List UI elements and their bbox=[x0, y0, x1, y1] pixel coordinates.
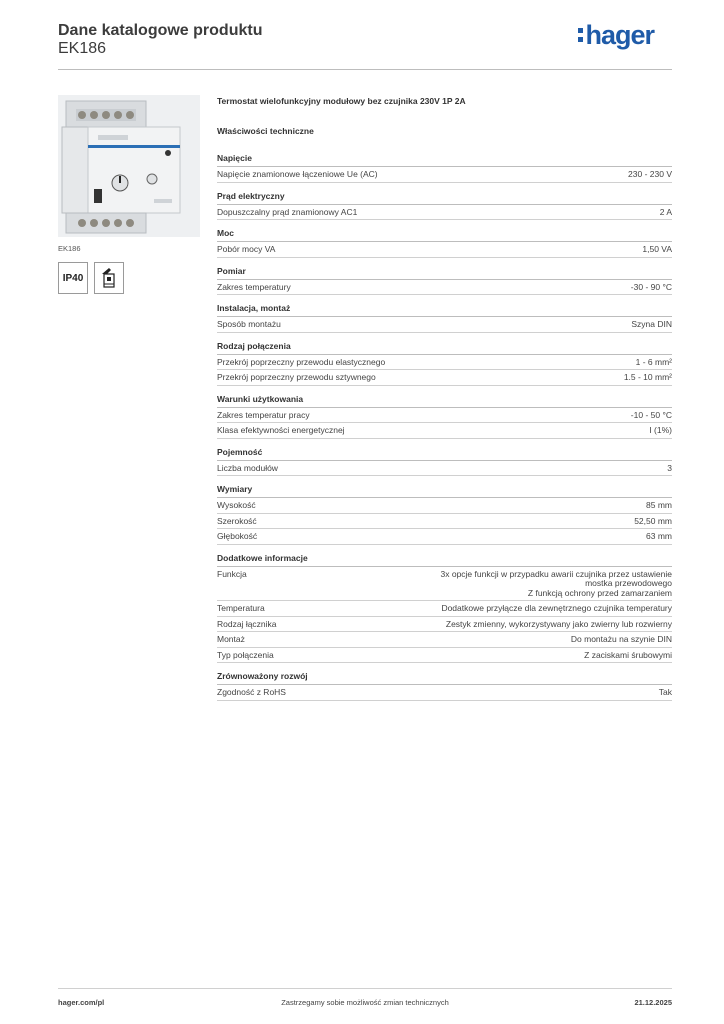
page-header bbox=[58, 19, 672, 68]
image-caption: EK186 bbox=[58, 244, 81, 253]
hager-logo bbox=[578, 19, 654, 50]
spec-group-title: Moc bbox=[217, 228, 672, 242]
spec-value-line: 3 bbox=[667, 462, 672, 473]
spec-value-line: -10 - 50 °C bbox=[630, 409, 672, 420]
page-title: Dane katalogowe produktu bbox=[58, 22, 263, 39]
spec-value-line: Do montażu na szynie DIN bbox=[570, 634, 672, 644]
spec-key: Temperatura bbox=[217, 603, 265, 613]
spec-key: Funkcja bbox=[217, 568, 247, 579]
spec-key: Napięcie znamionowe łączeniowe Ue (AC) bbox=[217, 169, 378, 179]
footer-divider bbox=[58, 988, 672, 989]
logo-text: hager bbox=[585, 19, 654, 50]
spec-key: Liczba modułów bbox=[217, 462, 278, 473]
spec-value-line: Zestyk zmienny, wykorzystywany jako zwierny lub rozwierny bbox=[445, 618, 672, 629]
spec-group bbox=[217, 303, 672, 333]
header-divider bbox=[58, 69, 672, 70]
spec-value bbox=[397, 208, 672, 218]
logo-colon-mark bbox=[578, 24, 583, 46]
spec-group-title: Zrównoważony rozwój bbox=[217, 671, 672, 685]
spec-groups bbox=[217, 153, 672, 701]
spec-row bbox=[217, 370, 672, 386]
spec-group-title: Wymiary bbox=[217, 484, 672, 498]
spec-value bbox=[397, 651, 672, 661]
footer-disclaimer: Zastrzegamy sobie możliwość zmian technicznych bbox=[281, 998, 449, 1007]
spec-key: Wysokość bbox=[217, 500, 256, 510]
spec-value-line: I (1%) bbox=[649, 425, 672, 435]
product-description: Termostat wielofunkcyjny modułowy bez czujnika 230V 1P 2A bbox=[217, 96, 466, 106]
spec-group bbox=[217, 553, 672, 664]
spec-value bbox=[397, 245, 672, 255]
spec-value bbox=[397, 501, 672, 511]
footer-website[interactable]: hager.com/pl bbox=[58, 998, 105, 1007]
spec-row bbox=[217, 317, 672, 333]
spec-value-line: 230 - 230 V bbox=[628, 169, 672, 179]
footer-date: 21.12.2025 bbox=[634, 998, 672, 1007]
spec-row bbox=[217, 408, 672, 424]
spec-group-title: Dodatkowe informacje bbox=[217, 553, 672, 567]
spec-key: Głębokość bbox=[217, 531, 258, 541]
spec-value bbox=[397, 283, 672, 293]
spec-group-title: Rodzaj połączenia bbox=[217, 341, 672, 355]
spec-group bbox=[217, 484, 672, 545]
spec-value bbox=[397, 373, 672, 383]
spec-row bbox=[217, 567, 672, 602]
spec-row bbox=[217, 498, 672, 514]
spec-value bbox=[397, 320, 672, 330]
spec-value bbox=[397, 517, 672, 527]
thermostat-module-illustration bbox=[58, 95, 200, 237]
spec-key: Przekrój poprzeczny przewodu elastycznego bbox=[217, 356, 386, 367]
spec-value bbox=[397, 604, 672, 614]
spec-value bbox=[397, 358, 672, 368]
spec-value-line: 1 - 6 mm² bbox=[635, 356, 672, 367]
spec-value-line: Z funkcją ochrony przed zamarzaniem bbox=[527, 587, 672, 598]
spec-key: Dopuszczalny prąd znamionowy AC1 bbox=[217, 206, 358, 217]
spec-key: Zakres temperatury bbox=[217, 281, 291, 292]
spec-group-title: Pojemność bbox=[217, 447, 672, 461]
spec-value bbox=[397, 635, 672, 645]
spec-row bbox=[217, 242, 672, 258]
spec-row bbox=[217, 167, 672, 183]
badge-row bbox=[58, 262, 124, 294]
spec-row bbox=[217, 423, 672, 439]
spec-value-line: Z zaciskami śrubowymi bbox=[584, 649, 672, 660]
spec-key: Szerokość bbox=[217, 515, 257, 526]
spec-row bbox=[217, 205, 672, 221]
spec-row bbox=[217, 280, 672, 296]
spec-row bbox=[217, 529, 672, 545]
spec-row bbox=[217, 632, 672, 648]
spec-group-title: Napięcie bbox=[217, 153, 672, 167]
spec-value-line: Tak bbox=[658, 687, 672, 697]
spec-value bbox=[397, 532, 672, 542]
spec-group bbox=[217, 671, 672, 701]
spec-key: Przekrój poprzeczny przewodu sztywnego bbox=[217, 372, 376, 382]
spec-group bbox=[217, 447, 672, 477]
spec-value bbox=[397, 170, 672, 180]
spec-value bbox=[397, 426, 672, 436]
spec-value bbox=[397, 464, 672, 474]
ip-rating-badge: IP40 bbox=[58, 262, 88, 294]
spec-group-title: Prąd elektryczny bbox=[217, 191, 672, 205]
spec-value-line: 52,50 mm bbox=[634, 515, 672, 526]
spec-value-line: Dodatkowe przyłącze dla zewnętrznego czujnika temperatury bbox=[441, 603, 672, 613]
din-rail-mount-icon-graphic bbox=[98, 266, 120, 290]
spec-group bbox=[217, 153, 672, 183]
spec-group-title: Pomiar bbox=[217, 266, 672, 280]
spec-group bbox=[217, 266, 672, 296]
spec-group bbox=[217, 341, 672, 386]
spec-value-line: 1,50 VA bbox=[642, 244, 672, 254]
spec-group bbox=[217, 228, 672, 258]
spec-row bbox=[217, 514, 672, 530]
spec-group bbox=[217, 394, 672, 439]
spec-key: Montaż bbox=[217, 634, 245, 644]
spec-row bbox=[217, 617, 672, 633]
section-title: Właściwości techniczne bbox=[217, 126, 314, 136]
spec-value-line: 3x opcje funkcji w przypadku awarii czujnika przez ustawienie bbox=[440, 568, 672, 579]
spec-value-line: 85 mm bbox=[646, 500, 672, 510]
product-code: EK186 bbox=[58, 40, 107, 57]
spec-key: Zakres temperatur pracy bbox=[217, 409, 310, 420]
spec-key: Zgodność z RoHS bbox=[217, 687, 286, 697]
spec-value-line: -30 - 90 °C bbox=[630, 281, 672, 292]
spec-key: Rodzaj łącznika bbox=[217, 618, 277, 629]
spec-group-title: Warunki użytkowania bbox=[217, 394, 672, 408]
spec-value-line: 2 A bbox=[659, 206, 672, 217]
spec-value-line: mostka przewodowego bbox=[585, 578, 672, 588]
spec-row bbox=[217, 601, 672, 617]
spec-group-title: Instalacja, montaż bbox=[217, 303, 672, 317]
spec-value bbox=[397, 620, 672, 630]
spec-value-line: Szyna DIN bbox=[631, 319, 672, 329]
spec-key: Typ połączenia bbox=[217, 649, 274, 660]
product-image bbox=[58, 95, 200, 237]
spec-value bbox=[397, 411, 672, 421]
din-rail-mount-icon bbox=[94, 262, 124, 294]
spec-key: Sposób montażu bbox=[217, 319, 281, 329]
spec-key: Klasa efektywności energetycznej bbox=[217, 425, 345, 435]
spec-group bbox=[217, 191, 672, 221]
spec-content bbox=[217, 96, 672, 709]
spec-row bbox=[217, 355, 672, 371]
spec-row bbox=[217, 685, 672, 701]
spec-row bbox=[217, 461, 672, 477]
spec-value bbox=[397, 688, 672, 698]
spec-row bbox=[217, 648, 672, 664]
spec-key: Pobór mocy VA bbox=[217, 244, 276, 254]
spec-value-line: 1.5 - 10 mm² bbox=[623, 372, 672, 382]
spec-value bbox=[397, 570, 672, 599]
spec-value-line: 63 mm bbox=[646, 531, 672, 541]
